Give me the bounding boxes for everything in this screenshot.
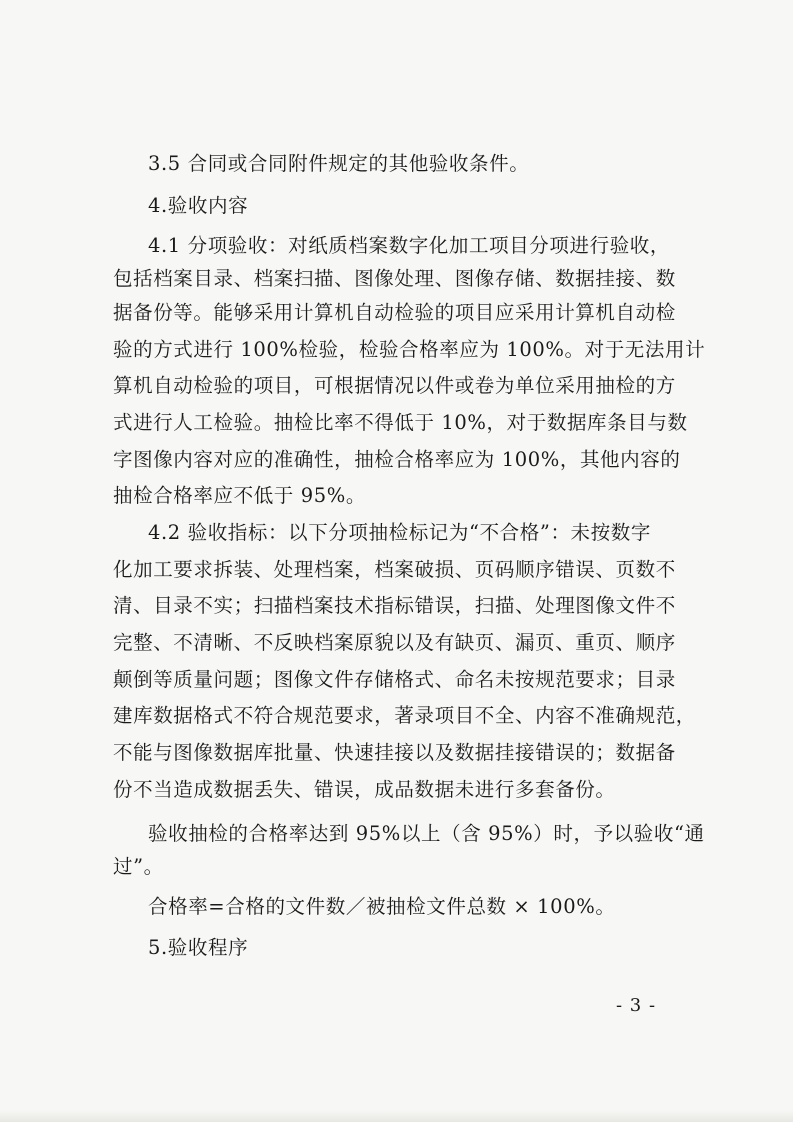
paragraph-line: 据备份等。能够采用计算机自动检验的项目应采用计算机自动检 bbox=[113, 301, 676, 324]
scan-shadow bbox=[0, 1110, 793, 1122]
clause-4-2-line: 4.2 验收指标：以下分项抽检标记为“不合格”：未按数字 bbox=[148, 521, 651, 544]
acceptance-rate-line: 验收抽检的合格率达到 95%以上（含 95%）时，予以验收“通 bbox=[148, 822, 705, 845]
paragraph-line: 清、目录不实；扫描档案技术指标错误，扫描、处理图像文件不 bbox=[113, 594, 676, 617]
formula-line: 合格率=合格的文件数／被抽检文件总数 × 100%。 bbox=[148, 895, 616, 918]
page-number: - 3 - bbox=[616, 995, 657, 1016]
paragraph-line: 过”。 bbox=[113, 855, 164, 878]
paragraph-line: 份不当造成数据丢失、错误，成品数据未进行多套备份。 bbox=[113, 778, 616, 801]
clause-3-5-line: 3.5 合同或合同附件规定的其他验收条件。 bbox=[148, 152, 530, 175]
paragraph-line: 不能与图像数据库批量、快速挂接以及数据挂接错误的；数据备 bbox=[113, 741, 676, 764]
paragraph-line: 颠倒等质量问题；图像文件存储格式、命名未按规范要求；目录 bbox=[113, 668, 676, 691]
clause-4-1-line: 4.1 分项验收：对纸质档案数字化加工项目分项进行验收， bbox=[148, 234, 671, 257]
section-4-heading: 4.验收内容 bbox=[148, 194, 249, 217]
paragraph-line: 式进行人工检验。抽检比率不得低于 10%，对于数据库条目与数 bbox=[113, 411, 688, 434]
paragraph-line: 字图像内容对应的准确性，抽检合格率应为 100%，其他内容的 bbox=[113, 448, 681, 471]
section-5-heading: 5.验收程序 bbox=[148, 936, 249, 959]
paragraph-line: 建库数据格式不符合规范要求，著录项目不全、内容不准确规范， bbox=[113, 704, 696, 727]
paragraph-line: 化加工要求拆装、处理档案，档案破损、页码顺序错误、页数不 bbox=[113, 558, 676, 581]
paragraph-line: 验的方式进行 100%检验，检验合格率应为 100%。对于无法用计 bbox=[113, 338, 706, 361]
paragraph-line: 抽检合格率应不低于 95%。 bbox=[113, 484, 366, 507]
paragraph-line: 包括档案目录、档案扫描、图像处理、图像存储、数据挂接、数 bbox=[113, 267, 676, 290]
paragraph-line: 算机自动检验的项目，可根据情况以件或卷为单位采用抽检的方 bbox=[113, 374, 676, 397]
paragraph-line: 完整、不清晰、不反映档案原貌以及有缺页、漏页、重页、顺序 bbox=[113, 631, 676, 654]
